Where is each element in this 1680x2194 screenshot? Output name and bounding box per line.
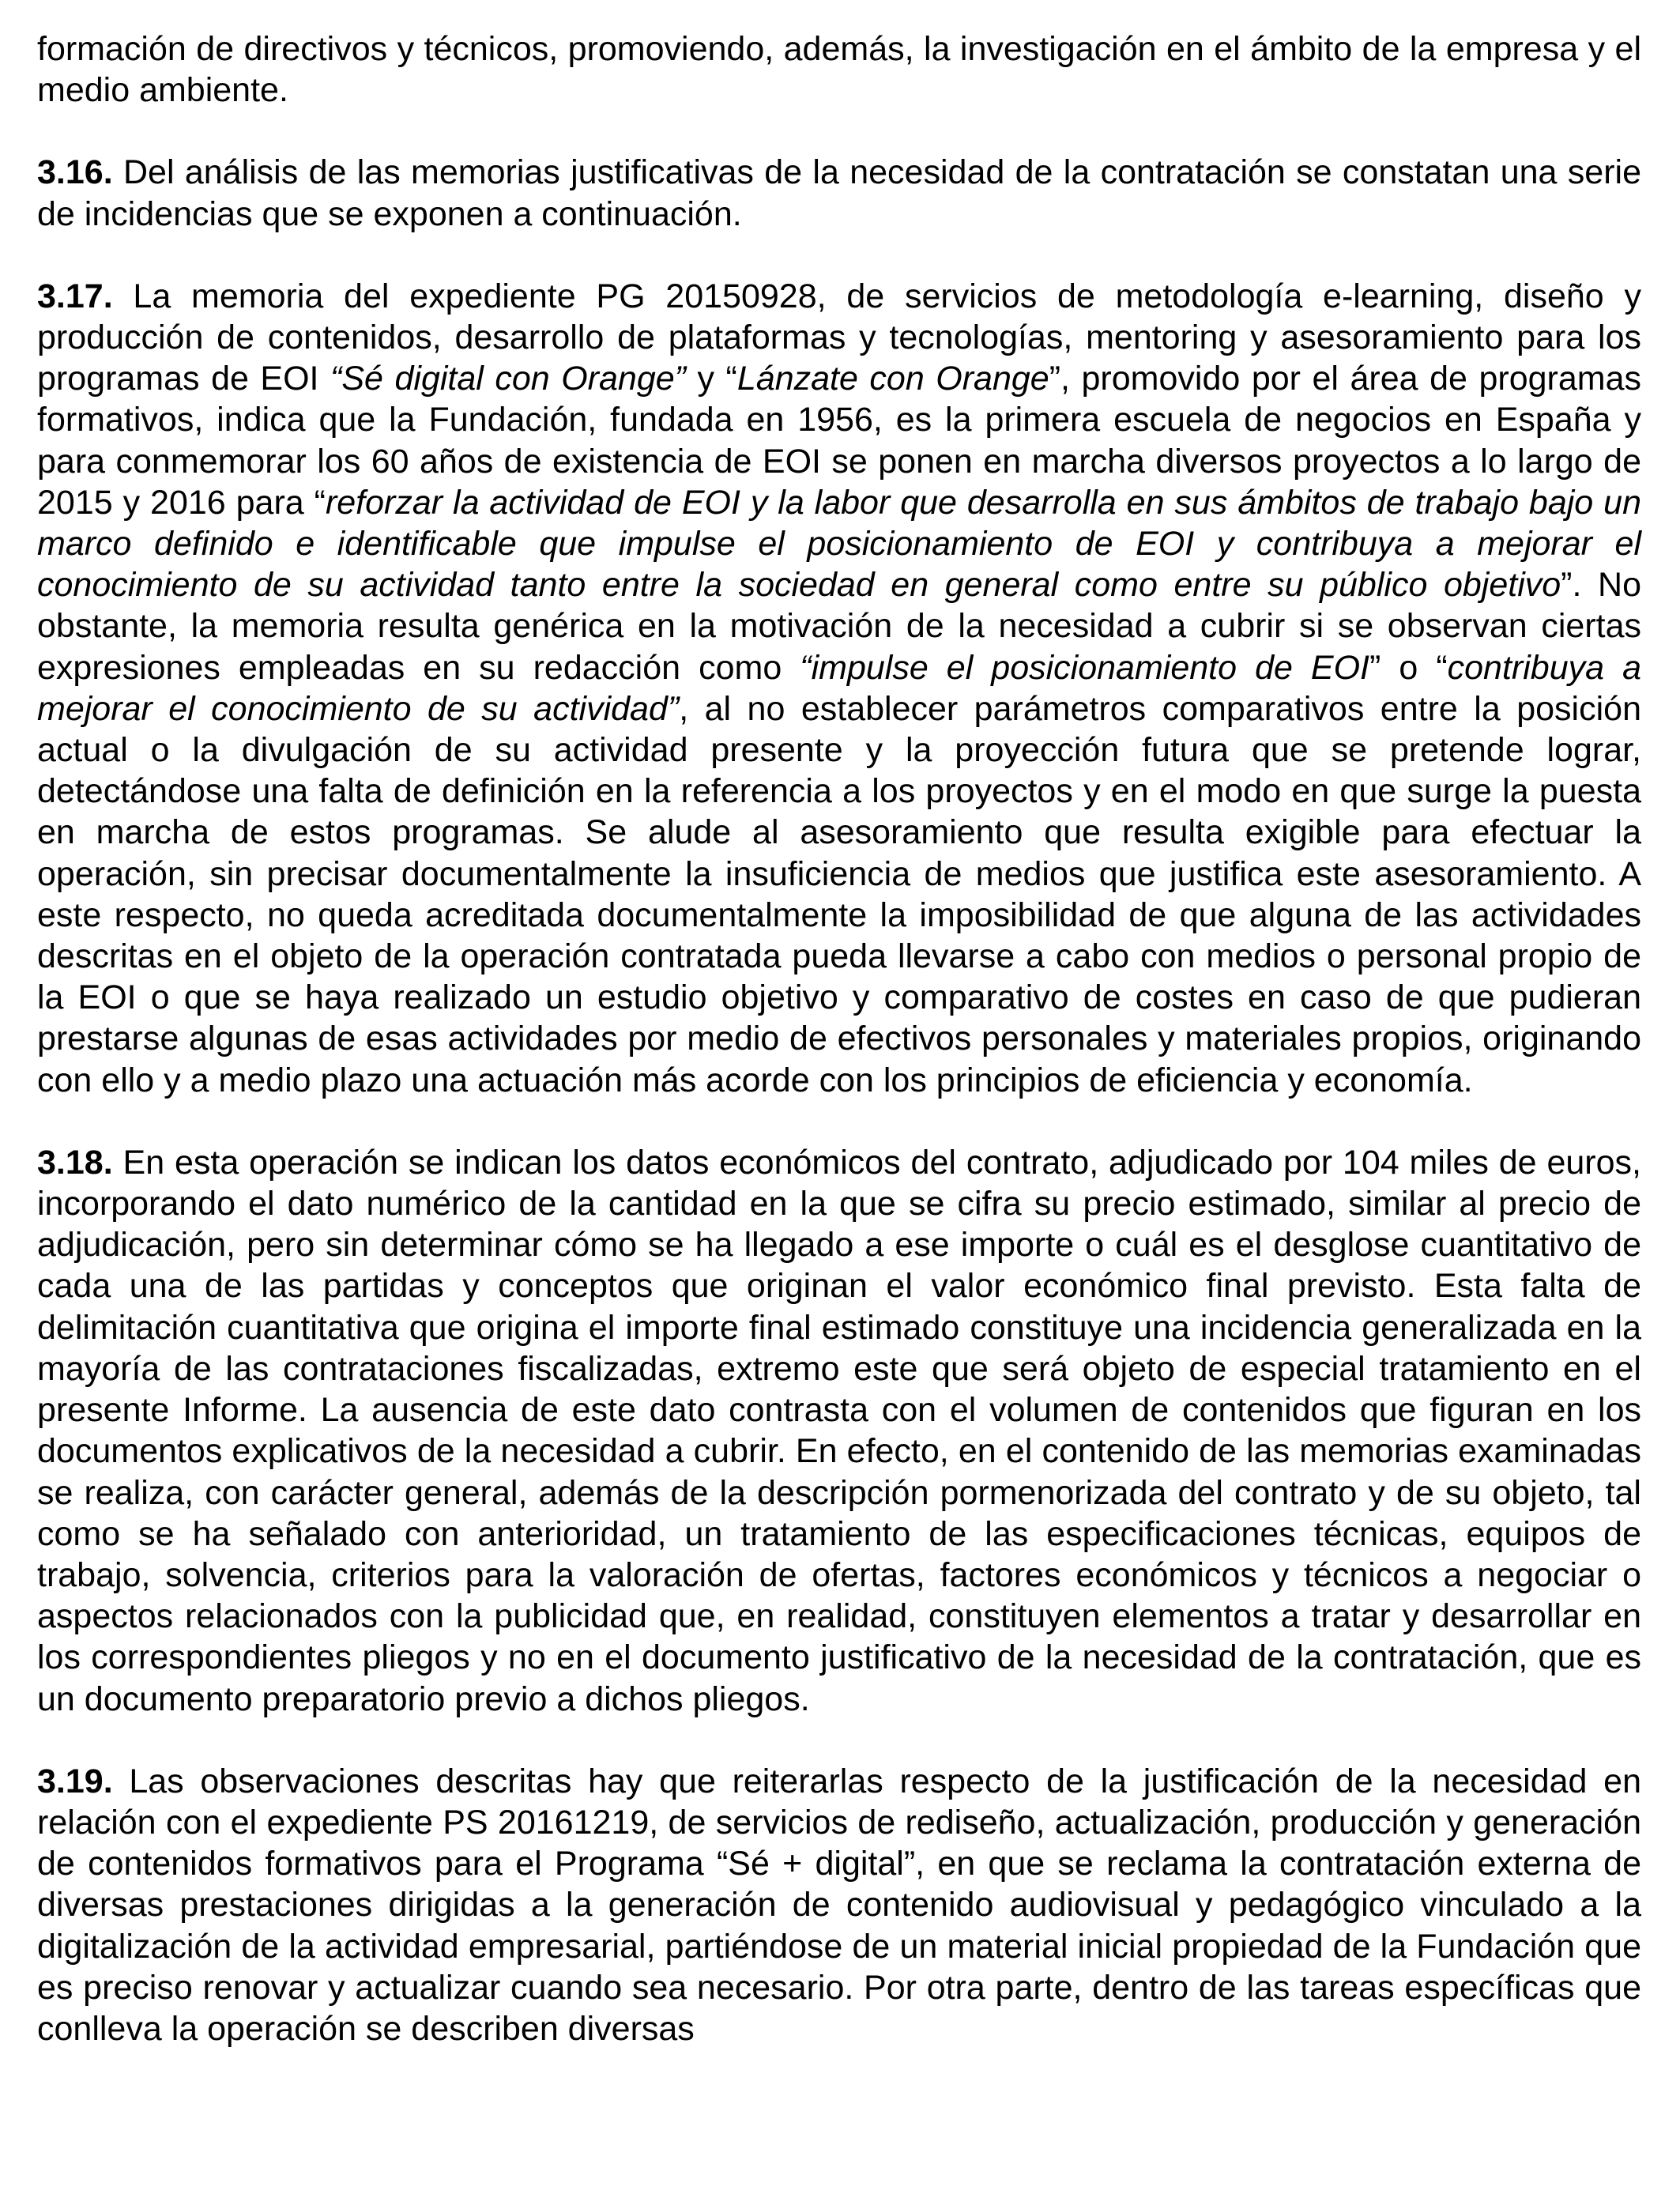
paragraph-text: La memoria del expediente PG 20150928, de servicios de metodología e-learning, diseño y producción de contenidos, desarrollo de plataformas y tecnologías, mentoring y asesoramiento para los programas de EOI — [37, 277, 1641, 398]
paragraph-text: formación de directivos y técnicos, promoviendo, además, la investigación en el ámbito de la empresa y el medio ambiente. — [37, 30, 1641, 110]
paragraph-3-19 — [37, 1761, 1641, 2049]
paragraph-number: 3.16. — [37, 153, 113, 192]
paragraph-text: ” o “ — [1369, 648, 1448, 687]
paragraph-number: 3.17. — [37, 277, 113, 315]
paragraph-text: y “ — [685, 360, 737, 398]
paragraph-text: En esta operación se indican los datos económicos del contrato, adjudicado por 104 miles de euros, incorporando el dato numérico de la cantidad en la que se cifra su precio estimado, similar al precio de adjudicación, pero sin determinar cómo se ha llegado a ese importe o cuál es el desglose cuantitativo de cada una de las partidas y conceptos que originan el valor económico final previsto. Esta falta de delimitación cuantitativa que origina el importe final estimado constituye una incidencia generalizada en la mayoría de las contrataciones fiscalizadas, extremo este que será objeto de especial tratamiento en el presente Informe. La ausencia de este dato contrasta con el volumen de contenidos que figuran en los documentos explicativos de la necesidad a cubrir. En efecto, en el contenido de las memorias examinadas se realiza, con carácter general, además de la descripción pormenorizada del contrato y de su objeto, tal como se ha señalado con anterioridad, un tratamiento de las especificaciones técnicas, equipos de trabajo, solvencia, criterios para la valoración de ofertas, factores económicos y técnicos a negociar o aspectos relacionados con la publicidad que, en realidad, constituyen elementos a tratar y desarrollar en los correspondientes pliegos y no en el documento justificativo de la necesidad de la contratación, que es un documento preparatorio previo a dichos pliegos. — [37, 1143, 1641, 1718]
paragraph-text: , al no establecer parámetros comparativos entre la posición actual o la divulgación de su actividad presente y la proyección futura que se pretende lograr, detectándose una falta de definición en la referencia a los proyectos y en el modo en que surge la puesta en marcha de estos programas. Se alude al asesoramiento que resulta exigible para efectuar la operación, sin precisar documentalmente la insuficiencia de medios que justifica este asesoramiento. A este respecto, no queda acreditada documentalmente la imposibilidad de que alguna de las actividades descritas en el objeto de la operación contratada pueda llevarse a cabo con medios o personal propio de la EOI o que se haya realizado un estudio objetivo y comparativo de costes en caso de que pudieran prestarse algunas de esas actividades por medio de efectivos personales y materiales propios, originando con ello y a medio plazo una actuación más acorde con los principios de eficiencia y economía. — [37, 689, 1641, 1099]
document-page — [37, 28, 1641, 2090]
italic-quote: “impulse el posicionamiento de EOI — [800, 648, 1370, 687]
paragraph-text: Las observaciones descritas hay que reiterarlas respecto de la justificación de la necesidad en relación con el expediente PS 20161219, de servicios de rediseño, actualización, producción y generación de contenidos formativos para el Programa “Sé + digital”, en que se reclama la contratación externa de diversas prestaciones dirigidas a la generación de contenido audiovisual y pedagógico vinculado a la digitalización de la actividad empresarial, partiéndose de un material inicial propiedad de la Fundación que es preciso renovar y actualizar cuando sea necesario. Por otra parte, dentro de las tareas específicas que conlleva la operación se describen diversas — [37, 1762, 1641, 2048]
paragraph-3-16 — [37, 152, 1641, 234]
paragraph-continuation — [37, 28, 1641, 111]
paragraph-3-17 — [37, 276, 1641, 1101]
italic-quote: reforzar la actividad de EOI y la labor que desarrolla en sus ámbitos de trabajo bajo un marco definido e identificable que impulse el posicionamiento de EOI y contribuya a mejorar el conocimiento de su actividad tanto entre la sociedad en general como entre su público objetivo — [37, 483, 1641, 605]
paragraph-number: 3.18. — [37, 1143, 113, 1182]
paragraph-text: ”, promovido por el área de programas formativos, indica que la Fundación, fundada en 1956, es la primera escuela de negocios en España y para conmemorar los 60 años de existencia de EOI se ponen en marcha diversos proyectos a lo largo de 2015 y 2016 para “ — [37, 360, 1641, 522]
italic-quote: Lánzate con Orange — [736, 360, 1049, 398]
italic-quote: “Sé digital con Orange” — [330, 360, 686, 398]
paragraph-3-18 — [37, 1142, 1641, 1720]
paragraph-number: 3.19. — [37, 1762, 113, 1800]
paragraph-text: ”. No obstante, la memoria resulta genérica en la motivación de la necesidad a cubrir si se observan ciertas expresiones empleadas en su redacción como — [37, 566, 1641, 687]
italic-quote: contribuya a mejorar el conocimiento de su actividad” — [37, 648, 1641, 728]
paragraph-text: Del análisis de las memorias justificativas de la necesidad de la contratación se constatan una serie de incidencias que se exponen a continuación. — [37, 153, 1641, 233]
